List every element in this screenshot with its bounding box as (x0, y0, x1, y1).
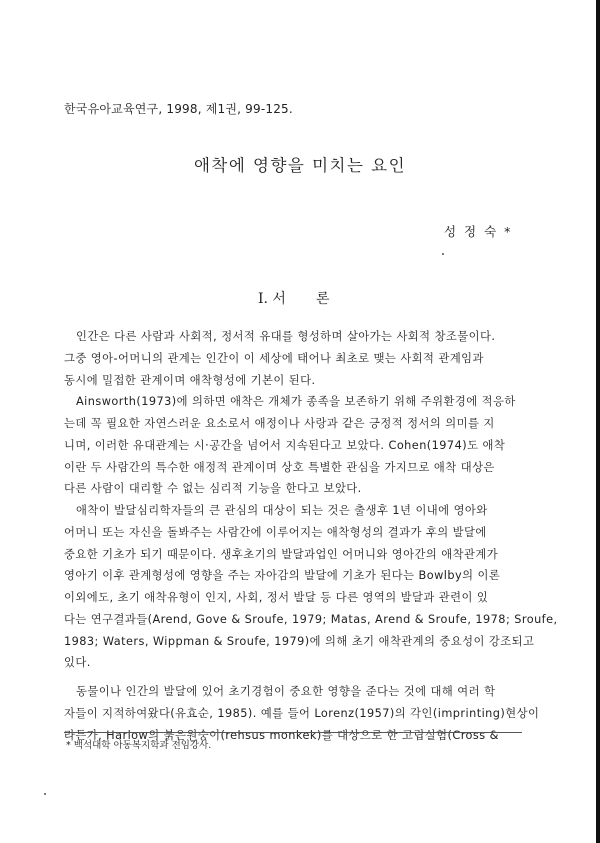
paper-title: 애착에 영향을 미치는 요인 (193, 156, 407, 175)
text-line: 1983; Waters, Wippman & Sroufe, 1979)에 의해 초기 애착관계의 중요성이 강조되고 (64, 634, 535, 648)
text-line: 다른 사람이 대리할 수 없는 심리적 기능을 한다고 보았다. (64, 482, 362, 496)
scan-speck (44, 793, 46, 795)
text-line: 자들이 지적하여왔다(유효순, 1985). 예를 들어 Lorenz(1957)의 각인(imprinting)현상이 (64, 706, 540, 720)
text-line: 그중 영아-어머니의 관계는 인간이 이 세상에 태어나 최초로 맺는 사회적 관계임과 (64, 351, 484, 365)
paragraph (64, 391, 522, 500)
text-line: Ainsworth(1973)에 의하면 애착은 개체가 종족을 보존하기 위해 주위환경에 적응하 (76, 395, 516, 409)
author-name: 성 정 숙 * (444, 224, 513, 239)
section-heading (258, 288, 330, 308)
footnote-divider (64, 732, 522, 733)
text-line: 는데 꼭 필요한 자연스러운 요소로서 애정이나 사랑과 같은 긍정적 정서의 의미를 지 (64, 417, 495, 430)
text-line: 다는 연구결과들(Arend, Gove & Sroufe, 1979; Matas, Arend & Sroufe, 1978; Sroufe, (64, 612, 558, 626)
text-line: 어머니 또는 자신을 돌봐주는 사람간에 이루어지는 애착형성의 결과가 후의 발달에 (64, 525, 487, 539)
paragraph (64, 500, 558, 674)
text-line: 중요한 기초가 되기 때문이다. 생후초기의 발달과업인 어머니와 영아간의 애착관계가 (64, 547, 499, 561)
footnote: * 백석대학 아동복지학과 전임강사. (66, 740, 212, 751)
section-name: 론 (315, 291, 330, 307)
text-line: 인간은 다른 사람과 사회적, 정서적 유대를 형성하며 살아가는 사회적 창조물이다. (76, 330, 496, 343)
paragraph (64, 326, 522, 391)
text-line: 이란 두 사람간의 특수한 애정적 관계이며 상호 특별한 관심을 가지므로 애착 대상은 (64, 460, 495, 474)
text-line: 동시에 밀접한 관계이며 애착형성에 기본이 된다. (64, 373, 316, 387)
text-line: 동물이나 인간의 발달에 있어 초기경험이 중요한 영향을 준다는 것에 대해 여러 학 (76, 685, 496, 698)
scan-edge (596, 0, 600, 843)
scan-speck (442, 253, 444, 255)
text-line: 영아기 이후 관계형성에 영향을 주는 자아감의 발달에 기초가 된다는 Bowlby의 이론 (64, 569, 501, 583)
text-line: 있다. (64, 656, 91, 670)
text-line: 니며, 이러한 유대관계는 시·공간을 넘어서 지속된다고 보았다. Cohen(1974)도 애착 (64, 438, 506, 452)
journal-reference: 한국유아교육연구, 1998, 제1권, 99-125. (64, 102, 293, 116)
text-line: 이외에도, 초기 애착유형이 인지, 사회, 정서 발달 등 다른 영역의 발달과 관련이 있 (64, 591, 489, 604)
text-line: 애착이 발달심리학자들의 큰 관심의 대상이 되는 것은 출생후 1년 이내에 영아와 (76, 504, 488, 517)
body-text (64, 326, 558, 746)
text-line: 라든가, Harlow의 붉은원숭이(rehsus monkek)를 대상으로 한 고립실험(Cross & (64, 728, 499, 742)
section-number: I. 서 (258, 291, 286, 307)
